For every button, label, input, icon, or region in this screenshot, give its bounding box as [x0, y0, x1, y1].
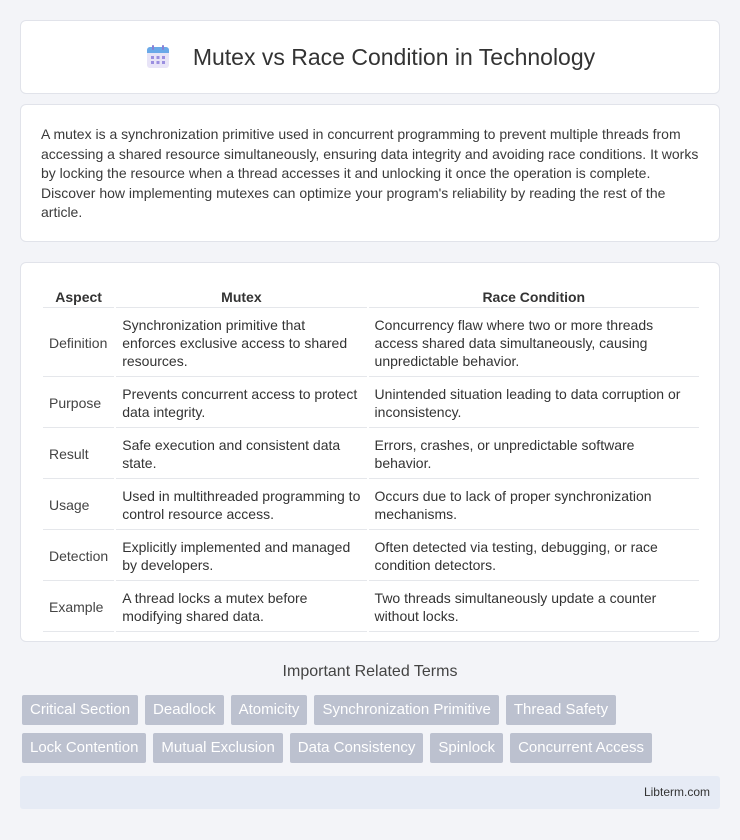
intro-text: A mutex is a synchronization primitive used in concurrent programming to prevent multiple threads from accessing a shared resource simultaneously, ensuring data integrity and avoiding race conditions. It works by locking the resource when a thread accesses it and unlocking it once the operation is complete. Discover how implementing mutexes can optimize your program's reliability by reading the rest of the article. [41, 126, 699, 221]
table-row [43, 583, 699, 632]
table-row [43, 481, 699, 530]
related-terms-list [22, 695, 722, 771]
term-tag[interactable]: Thread Safety [506, 695, 616, 725]
term-tag[interactable]: Spinlock [430, 733, 503, 763]
page-title: Mutex vs Race Condition in Technology [192, 43, 596, 70]
cell-mutex: Used in multithreaded programming to control resource access. [116, 481, 366, 530]
related-terms-title: Important Related Terms [282, 663, 458, 680]
cell-race-condition: Unintended situation leading to data corruption or inconsistency. [369, 379, 699, 428]
cell-race-condition: Often detected via testing, debugging, or race condition detectors. [369, 532, 699, 581]
term-tag[interactable]: Atomicity [231, 695, 308, 725]
cell-mutex: A thread locks a mutex before modifying shared data. [116, 583, 366, 632]
term-tag[interactable]: Deadlock [145, 695, 224, 725]
cell-mutex: Synchronization primitive that enforces exclusive access to shared resources. [116, 310, 366, 377]
header-mutex: Mutex [116, 285, 366, 308]
cell-aspect: Detection [43, 532, 114, 581]
term-tag[interactable]: Data Consistency [290, 733, 424, 763]
table-row [43, 430, 699, 479]
cell-mutex: Safe execution and consistent data state. [116, 430, 366, 479]
cell-race-condition: Two threads simultaneously update a counter without locks. [369, 583, 699, 632]
table-row [43, 379, 699, 428]
table-header-row [43, 285, 699, 308]
comparison-table [41, 283, 701, 634]
intro-card [20, 104, 720, 242]
header-race-condition: Race Condition [369, 285, 699, 308]
header-card [20, 20, 720, 94]
cell-mutex: Explicitly implemented and managed by developers. [116, 532, 366, 581]
term-tag[interactable]: Critical Section [22, 695, 138, 725]
table-row [43, 310, 699, 377]
cell-race-condition: Concurrency flaw where two or more threads access shared data simultaneously, causing unpredictable behavior. [369, 310, 699, 377]
cell-aspect: Definition [43, 310, 114, 377]
cell-aspect: Purpose [43, 379, 114, 428]
header-aspect: Aspect [43, 285, 114, 308]
term-tag[interactable]: Synchronization Primitive [314, 695, 498, 725]
calendar-icon [145, 44, 171, 70]
term-tag[interactable]: Mutual Exclusion [153, 733, 282, 763]
cell-race-condition: Errors, crashes, or unpredictable software behavior. [369, 430, 699, 479]
term-tag[interactable]: Lock Contention [22, 733, 146, 763]
comparison-table-card [20, 262, 720, 642]
cell-mutex: Prevents concurrent access to protect data integrity. [116, 379, 366, 428]
cell-aspect: Usage [43, 481, 114, 530]
cell-race-condition: Occurs due to lack of proper synchronization mechanisms. [369, 481, 699, 530]
footer-site-link[interactable]: Libterm.com [20, 776, 720, 809]
table-row [43, 532, 699, 581]
cell-aspect: Example [43, 583, 114, 632]
term-tag[interactable]: Concurrent Access [510, 733, 652, 763]
cell-aspect: Result [43, 430, 114, 479]
